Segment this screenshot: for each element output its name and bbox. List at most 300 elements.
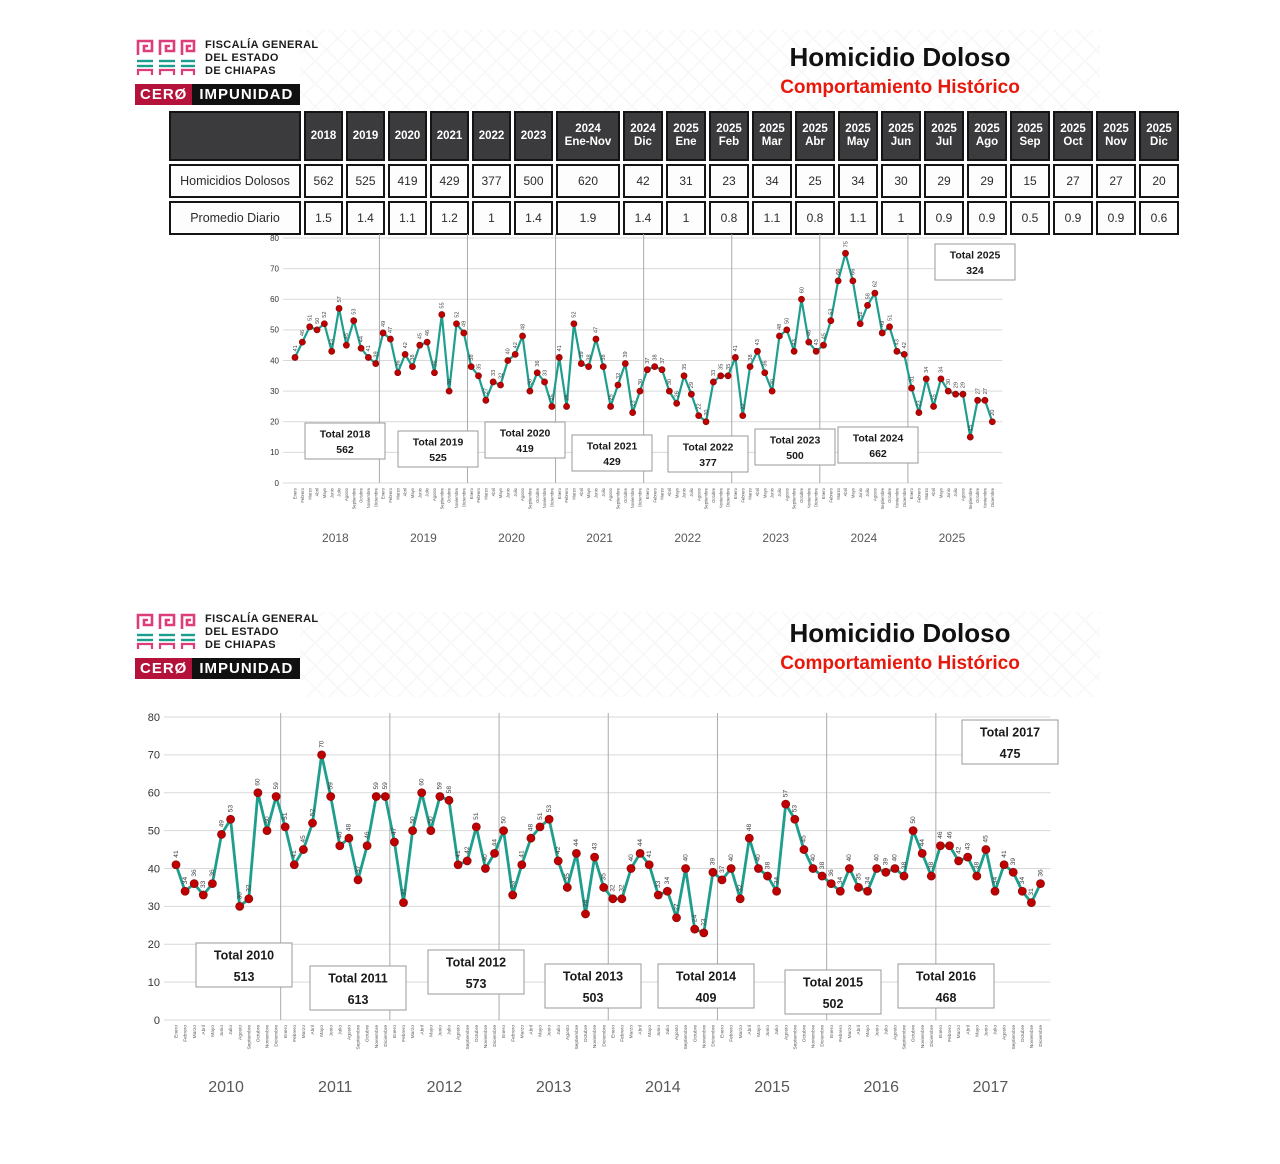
data-point bbox=[236, 902, 244, 910]
point-value-label: 57 bbox=[336, 296, 343, 303]
y-axis-tick-label: 20 bbox=[147, 939, 160, 952]
data-point bbox=[806, 339, 812, 345]
month-tick-label: Marzo bbox=[957, 1025, 963, 1039]
point-value-label: 57 bbox=[782, 789, 790, 798]
data-point bbox=[292, 354, 298, 360]
y-axis-tick-label: 80 bbox=[147, 711, 160, 724]
data-point bbox=[395, 370, 401, 376]
point-value-label: 38 bbox=[764, 861, 772, 870]
agency-name-line3: DE CHIAPAS bbox=[205, 64, 277, 77]
data-point bbox=[354, 876, 362, 884]
data-point bbox=[245, 895, 253, 903]
agency-name-line3: DE CHIAPAS bbox=[205, 638, 277, 651]
month-tick-label: Mayo bbox=[938, 488, 944, 499]
data-point bbox=[754, 865, 762, 873]
point-value-label: 26 bbox=[674, 391, 681, 398]
data-point bbox=[636, 849, 644, 857]
point-value-label: 46 bbox=[300, 329, 307, 337]
point-value-label: 50 bbox=[784, 317, 791, 324]
month-tick-label: Octubre bbox=[911, 1025, 917, 1043]
month-tick-label: Junio bbox=[769, 488, 775, 499]
year-label: 2021 bbox=[586, 531, 613, 545]
month-tick-label: Noviembre bbox=[374, 1025, 380, 1049]
month-tick-label: Septiembre bbox=[879, 488, 885, 510]
table-col-header-2025-ene: 2025 Ene bbox=[666, 111, 706, 161]
month-tick-label: Abril bbox=[311, 1025, 317, 1035]
month-tick-label: Diciembre bbox=[929, 1025, 935, 1047]
data-point bbox=[263, 827, 271, 835]
year-label: 2020 bbox=[498, 531, 525, 545]
month-tick-label: Agosto bbox=[432, 488, 438, 502]
month-tick-label: Febrero bbox=[511, 1025, 517, 1042]
month-tick-label: Septiembre bbox=[967, 488, 973, 510]
data-point bbox=[691, 925, 699, 933]
total-box-value: 419 bbox=[516, 443, 534, 455]
month-tick-label: Diciembre bbox=[602, 1025, 608, 1047]
data-point bbox=[709, 868, 717, 876]
data-point bbox=[609, 895, 617, 903]
table-value-cell: 30 bbox=[881, 164, 921, 198]
data-point bbox=[865, 302, 871, 308]
point-value-label: 46 bbox=[336, 831, 344, 839]
table-col-header-2022: 2022 bbox=[472, 111, 511, 161]
y-axis-tick-label: 50 bbox=[147, 825, 160, 838]
month-tick-label: Julio bbox=[777, 488, 783, 497]
data-point bbox=[542, 379, 548, 385]
month-tick-label: Julio bbox=[953, 488, 959, 497]
point-value-label: 48 bbox=[746, 823, 754, 832]
month-tick-label: Noviembre bbox=[702, 1025, 708, 1049]
table-col-header-2025-abr: 2025 Abr bbox=[795, 111, 835, 161]
point-value-label: 30 bbox=[446, 378, 453, 386]
total-box-title: Total 2018 bbox=[319, 428, 371, 441]
year-label: 2015 bbox=[754, 1079, 790, 1096]
point-value-label: 30 bbox=[637, 378, 644, 386]
month-tick-label: Abril bbox=[857, 1025, 863, 1035]
point-value-label: 66 bbox=[850, 268, 857, 275]
month-tick-label: Julio bbox=[666, 1025, 671, 1035]
table-col-header-2024-dic: 2024 Dic bbox=[623, 111, 663, 161]
chart-2010-2017 bbox=[120, 700, 1130, 1130]
y-axis-tick-label: 30 bbox=[270, 386, 279, 396]
data-point bbox=[545, 815, 553, 823]
point-value-label: 29 bbox=[960, 381, 967, 389]
month-tick-label: Junio bbox=[329, 488, 335, 499]
data-point bbox=[644, 367, 650, 373]
point-value-label: 32 bbox=[615, 372, 622, 379]
data-point bbox=[218, 830, 226, 838]
month-tick-label: Mayo bbox=[320, 1025, 326, 1037]
data-point bbox=[608, 403, 614, 409]
total-box-value: 525 bbox=[429, 452, 447, 464]
point-value-label: 37 bbox=[718, 865, 726, 873]
table-value-cell: 0.6 bbox=[1139, 201, 1179, 235]
month-tick-label: Junio bbox=[656, 1025, 662, 1037]
month-tick-label: Septiembre bbox=[356, 1025, 362, 1050]
month-tick-label: Agosto bbox=[696, 488, 702, 502]
month-tick-label: Noviembre bbox=[718, 488, 724, 509]
data-point bbox=[336, 305, 342, 311]
month-tick-label: Enero bbox=[720, 1025, 726, 1038]
data-point bbox=[600, 883, 608, 891]
month-tick-label: Agosto bbox=[520, 488, 526, 502]
data-point bbox=[718, 373, 724, 379]
point-value-label: 41 bbox=[366, 345, 373, 352]
data-point bbox=[747, 364, 753, 370]
data-point bbox=[909, 827, 917, 835]
month-tick-label: Marzo bbox=[302, 1025, 307, 1039]
agency-logo-block-top bbox=[135, 38, 365, 105]
data-point bbox=[591, 853, 599, 861]
data-point bbox=[784, 327, 790, 333]
total-box-title: Total 2011 bbox=[328, 971, 388, 986]
data-point bbox=[909, 385, 915, 391]
month-tick-label: Febrero bbox=[183, 1025, 189, 1042]
data-point bbox=[982, 397, 988, 403]
total-box-title: Total 2020 bbox=[499, 427, 551, 440]
point-value-label: 22 bbox=[740, 403, 747, 410]
point-value-label: 36 bbox=[191, 869, 198, 877]
data-point bbox=[916, 410, 922, 416]
point-value-label: 41 bbox=[291, 850, 299, 858]
data-point bbox=[1009, 868, 1017, 876]
point-value-label: 59 bbox=[272, 782, 280, 790]
month-tick-label: Junio bbox=[984, 1025, 990, 1037]
point-value-label: 51 bbox=[473, 812, 481, 820]
data-point bbox=[208, 880, 216, 888]
month-tick-label: Agosto bbox=[784, 1025, 790, 1040]
month-tick-label: Junio bbox=[857, 488, 863, 499]
data-point bbox=[820, 342, 826, 348]
total-box-title: Total 2015 bbox=[802, 975, 864, 990]
data-point bbox=[468, 364, 474, 370]
month-tick-label: Junio bbox=[945, 488, 951, 499]
point-value-label: 46 bbox=[363, 831, 371, 839]
point-value-label: 49 bbox=[880, 320, 886, 327]
data-point bbox=[512, 351, 518, 357]
point-value-label: 52 bbox=[571, 311, 578, 318]
point-value-label: 31 bbox=[909, 375, 916, 383]
point-value-label: 46 bbox=[806, 329, 813, 337]
point-value-label: 38 bbox=[601, 354, 608, 361]
month-tick-label: Abril bbox=[747, 1025, 753, 1035]
point-value-label: 42 bbox=[513, 342, 519, 349]
month-tick-label: Junio bbox=[220, 1025, 226, 1037]
total-box-value: 502 bbox=[822, 997, 844, 1011]
data-point bbox=[439, 312, 445, 318]
data-point bbox=[836, 887, 844, 895]
data-point bbox=[975, 397, 981, 403]
year-label: 2016 bbox=[863, 1079, 900, 1096]
point-value-label: 45 bbox=[300, 835, 308, 843]
point-value-label: 34 bbox=[664, 876, 672, 885]
year-label: 2022 bbox=[674, 531, 702, 545]
point-value-label: 36 bbox=[432, 360, 439, 367]
month-tick-label: Julio bbox=[424, 488, 430, 497]
table-col-header-2023: 2023 bbox=[514, 111, 553, 161]
month-tick-label: Julio bbox=[884, 1025, 890, 1035]
month-tick-label: Septiembre bbox=[1011, 1025, 1017, 1050]
point-value-label: 35 bbox=[476, 363, 483, 370]
month-tick-label: Marzo bbox=[738, 1025, 744, 1039]
month-tick-label: Febrero bbox=[292, 1025, 298, 1042]
data-point bbox=[725, 373, 731, 379]
data-point bbox=[882, 868, 890, 876]
month-tick-label: Marzo bbox=[520, 1025, 526, 1039]
line-chart-svg-homicidios-mensuales-2010-2017 bbox=[120, 700, 1130, 1125]
month-tick-label: Abril bbox=[843, 488, 849, 497]
month-tick-label: Noviembre bbox=[894, 488, 900, 509]
point-value-label: 40 bbox=[873, 854, 881, 862]
y-axis-tick-label: 60 bbox=[270, 295, 279, 305]
total-box-value: 409 bbox=[695, 991, 717, 1005]
data-point bbox=[381, 793, 389, 801]
month-tick-label: Marzo bbox=[659, 488, 665, 500]
data-point bbox=[436, 793, 444, 801]
total-box-title: Total 2023 bbox=[769, 434, 821, 447]
point-value-label: 40 bbox=[755, 854, 763, 862]
month-tick-label: Noviembre bbox=[982, 488, 988, 509]
data-point bbox=[498, 382, 504, 388]
point-value-label: 60 bbox=[418, 778, 426, 786]
month-tick-label: Mayo bbox=[586, 488, 592, 499]
data-point bbox=[764, 872, 772, 880]
data-point bbox=[321, 321, 327, 327]
agency-name-line2: DEL ESTADO bbox=[205, 625, 279, 638]
data-point bbox=[681, 373, 687, 379]
data-point bbox=[363, 842, 371, 850]
point-value-label: 38 bbox=[818, 861, 826, 870]
table-value-cell: 419 bbox=[388, 164, 427, 198]
month-tick-label: Mayo bbox=[866, 1025, 872, 1037]
point-value-label: 45 bbox=[344, 332, 351, 340]
table-col-header-2025-nov: 2025 Nov bbox=[1096, 111, 1136, 161]
month-tick-label: Junio bbox=[417, 488, 423, 499]
point-value-label: 49 bbox=[380, 320, 387, 327]
data-point bbox=[527, 388, 533, 394]
year-label: 2025 bbox=[938, 531, 966, 545]
table-col-header-2025-may: 2025 May bbox=[838, 111, 878, 161]
data-point bbox=[509, 891, 517, 899]
month-tick-label: Octubre bbox=[256, 1025, 262, 1043]
month-tick-label: Marzo bbox=[747, 488, 753, 500]
month-tick-label: Agosto bbox=[960, 488, 966, 502]
point-value-label: 60 bbox=[799, 287, 806, 294]
data-point bbox=[945, 388, 951, 394]
month-tick-label: Abril bbox=[755, 488, 761, 497]
month-tick-label: Octubre bbox=[693, 1025, 699, 1043]
point-value-label: 34 bbox=[181, 876, 189, 885]
point-value-label: 42 bbox=[402, 342, 409, 349]
point-value-label: 39 bbox=[373, 351, 380, 358]
data-point bbox=[630, 410, 636, 416]
table-value-cell: 377 bbox=[472, 164, 511, 198]
point-value-label: 52 bbox=[309, 808, 317, 817]
report-subtitle: Comportamiento Histórico bbox=[780, 653, 1020, 674]
month-tick-label: Junio bbox=[329, 1025, 335, 1037]
data-point bbox=[873, 865, 881, 873]
agency-name-line2: DEL ESTADO bbox=[205, 51, 279, 64]
data-point bbox=[454, 861, 462, 869]
point-value-label: 32 bbox=[609, 884, 617, 892]
data-point bbox=[372, 793, 380, 801]
total-box-value: 662 bbox=[869, 448, 887, 460]
month-tick-label: Febrero bbox=[299, 488, 305, 503]
month-tick-label: Septiembre bbox=[615, 488, 621, 510]
month-tick-label: Diciembre bbox=[813, 488, 819, 507]
month-tick-label: Diciembre bbox=[493, 1025, 499, 1047]
data-point bbox=[818, 872, 826, 880]
point-value-label: 32 bbox=[245, 884, 253, 892]
point-value-label: 27 bbox=[982, 388, 989, 395]
month-tick-label: Noviembre bbox=[366, 488, 371, 509]
fiscalia-logo-icon bbox=[135, 38, 197, 78]
data-point bbox=[572, 849, 580, 857]
point-value-label: 25 bbox=[549, 394, 556, 401]
y-axis-tick-label: 80 bbox=[270, 233, 279, 243]
total-box-title: Total 2013 bbox=[562, 969, 624, 984]
month-tick-label: Diciembre bbox=[373, 488, 379, 507]
data-point bbox=[461, 330, 467, 336]
month-tick-label: Noviembre bbox=[630, 488, 636, 509]
point-value-label: 33 bbox=[542, 369, 549, 376]
data-point bbox=[554, 857, 562, 865]
month-tick-label: Diciembre bbox=[725, 488, 731, 507]
month-tick-label: Noviembre bbox=[806, 488, 812, 509]
month-tick-label: Mayo bbox=[429, 1025, 435, 1037]
point-value-label: 48 bbox=[777, 323, 784, 330]
chart-2018-2025 bbox=[250, 230, 1040, 565]
point-value-label: 53 bbox=[545, 804, 553, 813]
month-tick-label: Marzo bbox=[848, 1025, 853, 1039]
month-tick-label: Abril bbox=[201, 1025, 207, 1035]
data-point bbox=[481, 865, 489, 873]
y-axis-tick-label: 50 bbox=[270, 325, 279, 335]
total-box-title: Total 2021 bbox=[586, 440, 638, 453]
point-value-label: 37 bbox=[645, 357, 652, 364]
point-value-label: 38 bbox=[468, 354, 475, 361]
y-axis-tick-label: 40 bbox=[270, 356, 279, 366]
point-value-label: 53 bbox=[227, 804, 235, 813]
data-point bbox=[227, 815, 235, 823]
month-tick-label: Febrero bbox=[652, 488, 658, 503]
point-value-label: 52 bbox=[454, 311, 461, 318]
data-point bbox=[900, 872, 908, 880]
data-point bbox=[827, 880, 835, 888]
table-value-cell: 0.5 bbox=[1010, 201, 1050, 235]
year-label: 2010 bbox=[208, 1079, 244, 1096]
data-point bbox=[782, 800, 790, 808]
month-tick-label: Febrero bbox=[476, 488, 482, 503]
point-value-label: 40 bbox=[891, 854, 899, 862]
data-point bbox=[490, 379, 496, 385]
point-value-label: 34 bbox=[864, 876, 872, 885]
month-tick-label: Marzo bbox=[835, 488, 841, 500]
data-point bbox=[290, 861, 298, 869]
point-value-label: 30 bbox=[769, 378, 776, 386]
point-value-label: 20 bbox=[703, 409, 710, 416]
month-tick-label: Agosto bbox=[608, 488, 614, 502]
total-box-value: 324 bbox=[966, 265, 984, 277]
data-point bbox=[931, 403, 937, 409]
month-tick-label: Diciembre bbox=[901, 488, 907, 507]
month-tick-label: Noviembre bbox=[811, 1025, 817, 1049]
table-value-cell: 1.5 bbox=[304, 201, 343, 235]
month-tick-label: Julio bbox=[556, 1025, 562, 1035]
point-value-label: 43 bbox=[813, 339, 820, 346]
month-tick-label: Septiembre bbox=[902, 1025, 908, 1050]
y-axis-tick-label: 0 bbox=[274, 478, 279, 488]
point-value-label: 22 bbox=[696, 403, 703, 410]
data-point bbox=[659, 367, 665, 373]
data-point bbox=[989, 419, 995, 425]
point-value-label: 47 bbox=[388, 326, 395, 334]
table-value-cell: 1.9 bbox=[556, 201, 620, 235]
month-tick-label: Febrero bbox=[838, 1025, 844, 1042]
data-point bbox=[373, 361, 379, 367]
point-value-label: 62 bbox=[872, 280, 879, 288]
point-value-label: 27 bbox=[483, 388, 490, 395]
data-point bbox=[400, 899, 408, 907]
data-point bbox=[894, 348, 900, 354]
data-point bbox=[798, 296, 804, 302]
table-col-header-2025-oct: 2025 Oct bbox=[1053, 111, 1093, 161]
data-point bbox=[500, 827, 508, 835]
total-box-value: 429 bbox=[603, 456, 621, 468]
year-label: 2014 bbox=[645, 1079, 681, 1096]
month-tick-label: Septiembre bbox=[703, 488, 709, 510]
data-point bbox=[828, 318, 834, 324]
table-value-cell: 1 bbox=[881, 201, 921, 235]
data-point bbox=[936, 842, 944, 850]
data-point bbox=[427, 827, 435, 835]
month-tick-label: Enero bbox=[909, 488, 915, 500]
month-tick-label: Febrero bbox=[948, 1025, 954, 1042]
data-point bbox=[627, 865, 635, 873]
y-axis-tick-label: 30 bbox=[147, 901, 160, 914]
data-point bbox=[901, 351, 907, 357]
month-tick-label: Enero bbox=[468, 488, 474, 500]
data-point bbox=[773, 887, 781, 895]
month-tick-label: Octubre bbox=[887, 488, 893, 503]
total-box-title: Total 2012 bbox=[445, 955, 507, 970]
month-tick-label: Octubre bbox=[534, 488, 540, 503]
point-value-label: 45 bbox=[800, 835, 808, 843]
point-value-label: 46 bbox=[424, 329, 431, 337]
data-point bbox=[964, 853, 972, 861]
month-tick-label: Octubre bbox=[474, 1025, 480, 1043]
month-tick-label: Julio bbox=[775, 1025, 781, 1035]
cero-impunidad-badge bbox=[135, 84, 300, 105]
data-point bbox=[615, 382, 621, 388]
point-value-label: 25 bbox=[564, 394, 571, 401]
table-col-header-2025-mar: 2025 Mar bbox=[752, 111, 792, 161]
month-tick-label: Noviembre bbox=[265, 1025, 271, 1049]
data-point bbox=[938, 376, 944, 382]
data-point bbox=[654, 891, 662, 899]
cero-impunidad-badge bbox=[135, 658, 300, 679]
month-tick-label: Noviembre bbox=[920, 1025, 926, 1049]
month-tick-label: Agosto bbox=[347, 1025, 353, 1040]
point-value-label: 36 bbox=[1037, 869, 1045, 877]
month-tick-label: Octubre bbox=[584, 1025, 590, 1043]
data-point bbox=[973, 872, 981, 880]
point-value-label: 53 bbox=[351, 308, 358, 315]
month-tick-label: Junio bbox=[505, 488, 511, 499]
badge-impunidad-label: IMPUNIDAD bbox=[192, 658, 300, 679]
data-point bbox=[791, 348, 797, 354]
data-point bbox=[463, 857, 471, 865]
